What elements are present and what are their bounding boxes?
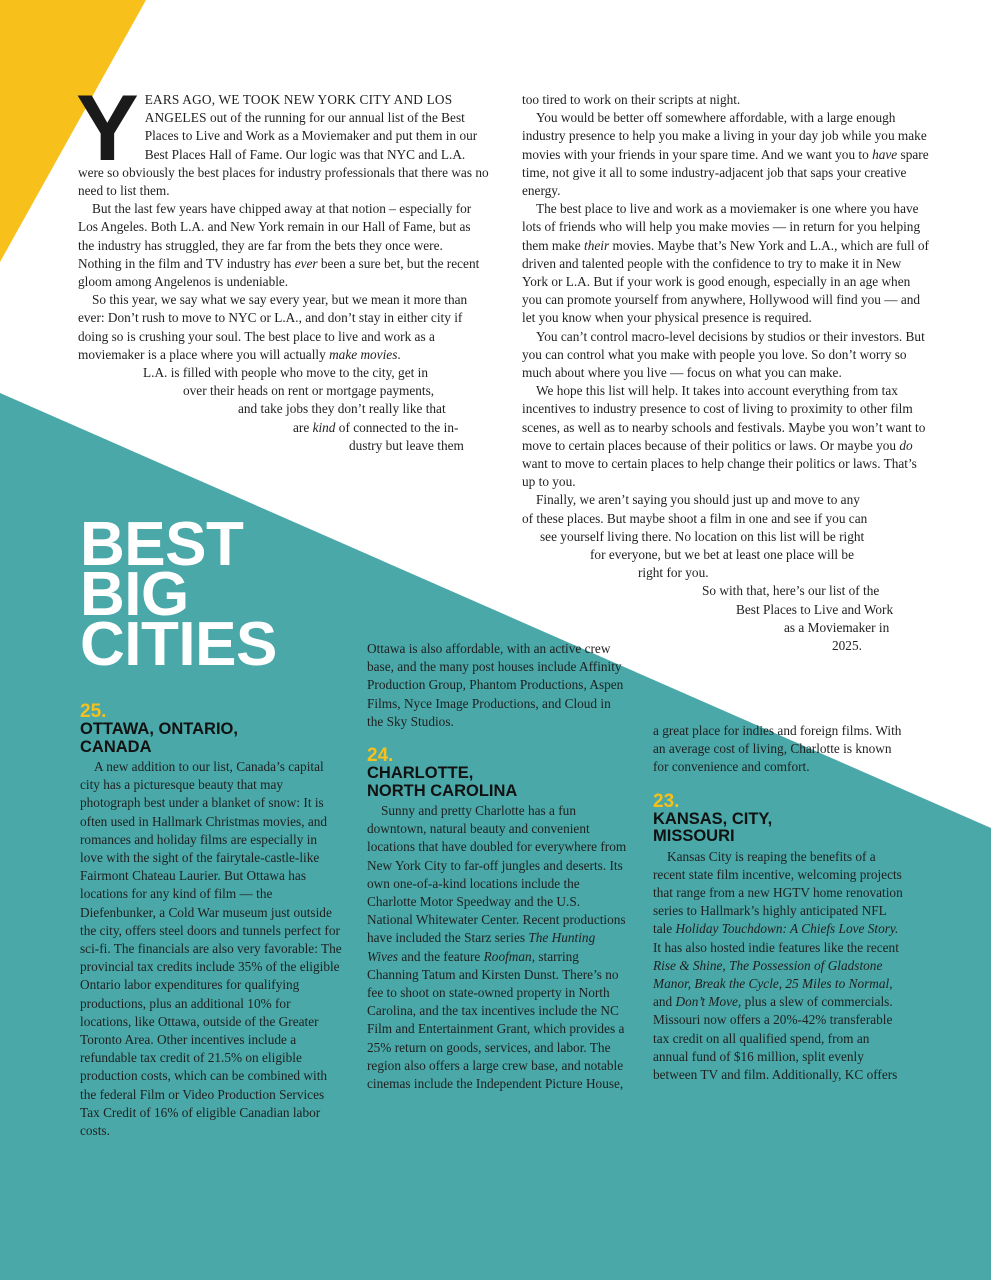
- intro-right-paragraph-6: Finally, we aren’t saying you should just up and move to any of these places. But maybe shoot a film in one and see if you can see yourself living there. No location on this list will be right for everyone, but we bet at least one place will be right for you.: [522, 492, 868, 581]
- city-title: CHARLOTTE, NORTH CAROLINA: [367, 764, 518, 800]
- intro-right-paragraph-2: You would be better off somewhere affordable, with a large enough industry presence to help you make a living in your day job while you make movies with your friends in your spare time. And we want you to have spare time, not give it all to some industry-adjacent job that saps your creative energy.: [522, 110, 929, 199]
- city-body: Kansas City is reaping the benefits of a recent state film incentive, welcoming projects that range from a new HGTV home renovation series to Hallmark’s highly anticipated NFL tale Holiday Touchdown: A Chiefs Love Story. It has also hosted indie features like the recent Rise & Shine, The Possession of Gladstone Manor, Break the Cycle, 25 Miles to Normal, and Don’t Move, plus a slew of commercials. Missouri now offers a 20%-42% transferable tax credit on all qualified spend, from an annual fund of $16 million, split evenly between TV and film. Additionally, KC offers: [653, 848, 903, 1083]
- intro-right-paragraph-4: You can’t control macro-level decisions by studios or their investors. But you can control what you make with people you love. So don’t worry so much about where you live — focus on what you can make.: [522, 328, 925, 381]
- intro-paragraph-2: But the last few years have chipped away at that notion – especially for Los Angeles. Both L.A. and New York remain in our Hall of Fame, but as the industry has struggled, they are far from the bets they once were. Nothing in the film and TV industry has ever been a sure bet, but the recent gloom among Angelenos is undeniable.: [78, 201, 480, 290]
- intro-left-column: [76, 75, 489, 455]
- intro-paragraph-1: YEARS AGO, WE TOOK NEW YORK CITY AND LOS ANGELES out of the running for our annual list of the Best Places to Live and Work as a Moviemaker and put them in our Best Places Hall of Fame. Our logic was that NYC and L.A. were so obviously the best places for industry professionals that there was no need to list them.: [76, 75, 489, 199]
- page-title: BEST BIG CITIES: [80, 510, 277, 679]
- intro-right-paragraph-3: The best place to live and work as a moviemaker is one where you have lots of friends who will help you make movies — in return for you helping them make their movies. Maybe that’s New York and L.A., which are full of driven and talented people with the confidence to try to make it in New York or L.A. But if your work is good enough, especially in an age when you can promote yourself from anywhere, Hollywood will find you — and let you know when your physical presence is required.: [522, 201, 929, 326]
- intro-paragraph-4: L.A. is filled with people who move to the city, get in over their heads on rent or mortgage payments, and take jobs they don’t really like that are kind of connected to the in- dustry but leave them: [143, 365, 464, 453]
- charlotte-continued: a great place for indies and foreign films. With an average cost of living, Charlotte is known for convenience and comfort.: [653, 723, 902, 775]
- middle-column: [367, 640, 629, 1093]
- intro-right-column: [522, 91, 930, 655]
- rank-number: 25.: [80, 701, 107, 722]
- city-entry-kansas-city: [653, 790, 905, 1085]
- rank-number: 24.: [367, 745, 394, 767]
- right-column: [653, 722, 905, 1084]
- city-body: Sunny and pretty Charlotte has a fun downtown, natural beauty and convenient locations that have doubled for everywhere from New York City to far-off jungles and deserts. Its own one-of-a-kind locations include the Charlotte Motor Speedway and the U.S. National Whitewater Center. Recent productions have included the Starz series The Hunting Wives and the feature Roofman, starring Channing Tatum and Kirsten Dunst. There’s no fee to shoot on state-owned property in North Carolina, and the tax incentives include the NC Film and Entertainment Grant, which provides a 25% return on goods, services, and labor. The region also offers a large crew base, and notable cinemas include the Independent Picture House,: [367, 803, 627, 1092]
- city-title: KANSAS, CITY, MISSOURI: [653, 809, 773, 846]
- intro-right-paragraph-5: We hope this list will help. It takes into account everything from tax incentives to industry presence to cost of living to proximity to other film scenes, as well as to nearby schools and festivals. Maybe you won’t want to move to certain places because of their politics or laws. Or maybe you do want to move to certain places to help change their politics or laws. That’s up to you.: [522, 383, 926, 490]
- intro-paragraph-3: So this year, we say what we say every year, but we mean it more than ever: Don’t rush to move to NYC or L.A., and don’t stay in either city if doing so is crushing your soul. The best place to live and work as a moviemaker is a place where you will actually make movies.: [78, 292, 468, 362]
- city-body: A new addition to our list, Canada’s capital city has a picturesque beauty that may photograph best under a blanket of snow: It is often used in Hallmark Christmas movies, and romances and holiday films are especially in love with the sight of the fairytale-castle-like Fairmont Chateau Laurier. But Ottawa has locations for any kind of film — the Diefenbunker, a Cold War museum just outside the city, offers steel doors and tunnels perfect for sci-fi. The financials are also very favorable: The provincial tax credits include 35% of the eligible Ontario labor expenditures for qualifying productions, plus an additional 10% for locations, like Ottawa, outside of the Greater Toronto Area. Other incentives include a refundable tax credit of 21.5% on eligible production costs, which can be combined with the federal Film or Video Production Services Tax Credit of 16% of eligible Canadian labor costs.: [80, 759, 342, 1139]
- ottawa-continued: Ottawa is also affordable, with an active crew base, and the many post houses include Affinity Production Group, Phantom Productions, Aspen Films, Nyce Image Productions, and Cloud in the Sky Studios.: [367, 641, 624, 729]
- intro-right-paragraph-7: So with that, here’s our list of the Best Places to Live and Work as a Moviemaker in 2025.: [702, 583, 894, 654]
- city-entry-charlotte: [367, 747, 629, 1093]
- rank-number: 23.: [653, 790, 680, 812]
- drop-cap: Y: [76, 75, 139, 180]
- city-title: OTTAWA, ONTARIO, CANADA: [80, 720, 238, 756]
- intro-right-paragraph-1: too tired to work on their scripts at night.: [522, 92, 741, 107]
- city-entry-ottawa: [80, 703, 342, 1140]
